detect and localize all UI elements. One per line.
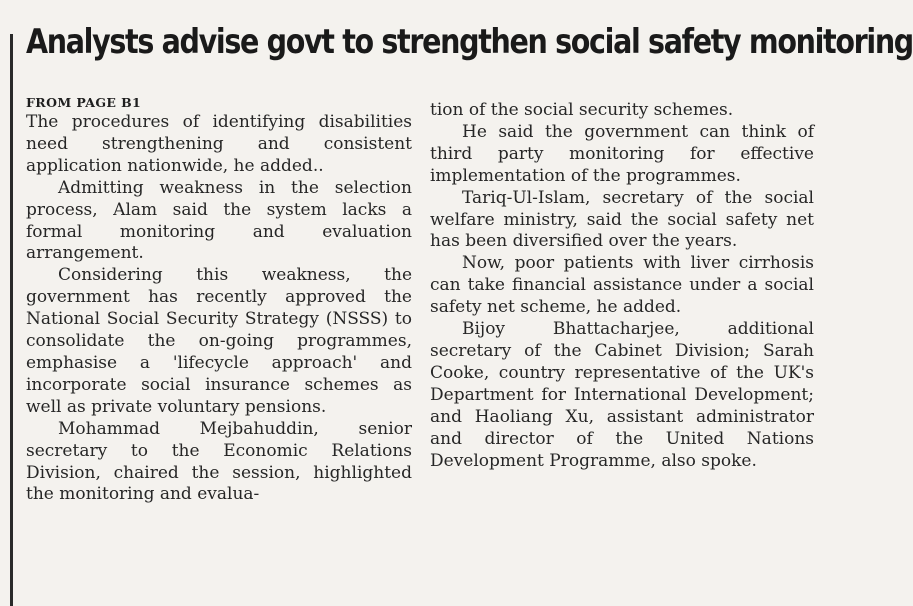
- paragraph: Considering this weakness, the government has recently approved the National Social Security Strategy (NSSS) to consolidate the on-going programmes, emphasise a 'lifecycle approach' and incorporate social insurance schemes as well as private voluntary pensions.: [26, 265, 412, 417]
- jump-kicker: FROM PAGE B1: [26, 95, 142, 110]
- article-headline: Analysts advise govt to strengthen social safety monitoring: [26, 22, 913, 62]
- article-column-left: [26, 96, 412, 506]
- paragraph: Mohammad Mejbahuddin, senior secretary to the Economic Relations Division, chaired the session, highlighted the monitoring and evalua-: [26, 418, 412, 505]
- paragraph: tion of the social security schemes.: [430, 100, 734, 120]
- paragraph: Now, poor patients with liver cirrhosis can take financial assistance under a social safety net scheme, he added.: [430, 253, 814, 318]
- paragraph: He said the government can think of third party monitoring for effective implementation of the programmes.: [430, 121, 814, 186]
- paragraph: Tariq-Ul-Islam, secretary of the social welfare ministry, said the social safety net has been diversified over the years.: [430, 187, 814, 252]
- paragraph: The procedures of identifying disabilities need strengthening and consistent application nationwide, he added..: [26, 112, 412, 176]
- paragraph: Admitting weakness in the selection process, Alam said the system lacks a formal monitoring and evaluation arrangement.: [26, 177, 412, 264]
- column-rule: [10, 34, 13, 606]
- article-column-right: [430, 100, 814, 472]
- paragraph: Bijoy Bhattacharjee, additional secretary of the Cabinet Division; Sarah Cooke, country representative of the UK's Department for International Development; and Haoliang Xu, assistant administrator and director of the United Nations Development Programme, also spoke.: [430, 319, 814, 471]
